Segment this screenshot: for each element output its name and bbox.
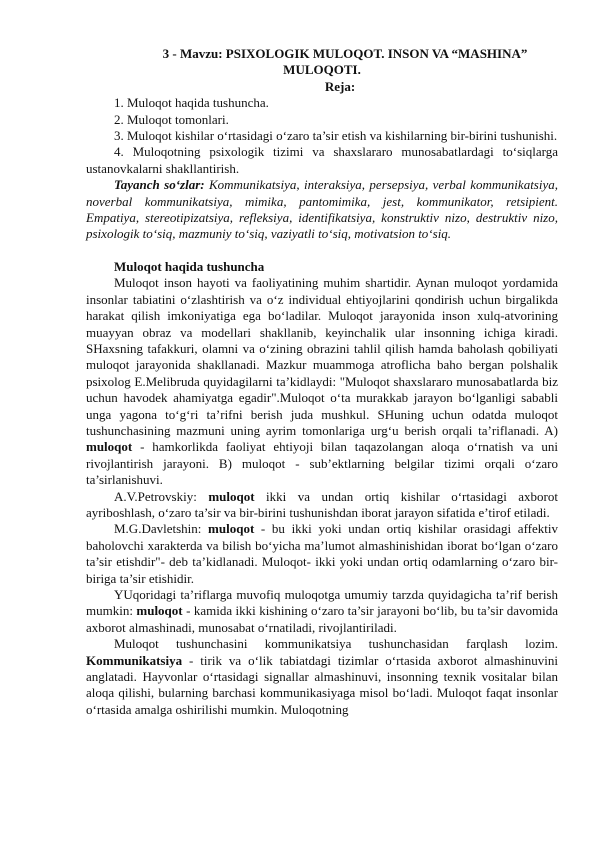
plan-item-4: 4. Muloqotning psixologik tizimi va shaxslararo munosabatlardagi to‘siqlarga ustanovkalarni shakllantirish.: [86, 144, 558, 176]
page-title: [86, 46, 558, 79]
p3-term: muloqot: [208, 521, 255, 537]
title-line-2: MULOQOTI.: [283, 62, 361, 78]
p5-term: Kommunikatsiya: [86, 652, 183, 668]
p1-text-b: - hamkorlikda faoliyat ehtiyoji bilan taqazolangan aloqa o‘rnatish va uni rivojlantirish jarayoni. B) muloqot - sub’ektlarning belgilar tizimi orqali o‘zaro ta’sirlanishuvi.: [86, 439, 558, 488]
body-paragraph-5: [86, 636, 558, 718]
p4-term: muloqot: [136, 603, 183, 619]
plan-item-3: 3. Muloqot kishilar o‘rtasidagi o‘zaro ta’sir etish va kishilarning bir-birini tushunishi.: [114, 128, 558, 144]
p2-text-a: A.V.Petrovskiy:: [114, 488, 209, 504]
body-paragraph-2: [86, 489, 558, 522]
p3-text-a: M.G.Davletshin:: [114, 521, 209, 537]
section-heading: Muloqot haqida tushuncha: [114, 258, 265, 274]
plan-item-2: 2. Muloqot tomonlari.: [114, 111, 229, 127]
keywords-label: Tayanch so‘zlar:: [114, 177, 205, 193]
body-paragraph-1: [86, 275, 558, 488]
body-paragraph-3: [86, 521, 558, 587]
p1-text-a: Muloqot inson hayoti va faoliyatining muhim shartidir. Aynan muloqot yordamida insonlar tabiatini o‘zlashtirish va o‘z individual ehtiyojlarini qondirish uchun birgalikda harakat qilish imkoniyatiga ega bo‘ladilar. Muloqot jarayonida inson xulq-atvorining muayyan obraz va modellari shakllanib, keyinchalik ular insonning ichiga kiradi. SHaxsning tafakkuri, olamni va o‘zining obrazini tahlil qilish hamda baholash qobiliyati muloqot jarayonida shakllanadi. Mazkur muammoga atroflicha baho bergan polshalik psixolog E.Melibruda quyidagilarni ta’kidlaydi: "Muloqot shaxslararo munosabatlarda biz uchun havodek ahamiyatga egadir".Muloqot o‘ta murakkab jarayon bo‘lganligi sababli unga yagona to‘g‘ri ta’rifni berish juda mushkul. SHuning uchun odatda muloqot tushunchasining mazmuni uning ayrim tomonlariga urg‘u berish orqali ta’riflanadi. A): [86, 275, 558, 438]
plan-item-1: 1. Muloqot haqida tushuncha.: [114, 95, 269, 111]
p4-text-a: YUqoridagi ta’riflarga muvofiq muloqotga umumiy tarzda quyidagicha ta’rif berish mumkin:: [86, 587, 558, 619]
p5-text-a: Muloqot tushunchasini kommunikatsiya tushunchasidan farqlash lozim.: [114, 636, 558, 652]
p1-term: muloqot: [86, 439, 133, 455]
p4-text-b: - kamida ikki kishining o‘zaro ta’sir jarayoni bo‘lib, bu ta’sir davomida axborot almashinadi, munosabat o‘rnatiladi, rivojlantiriladi.: [86, 603, 558, 635]
title-line-1: 3 - Mavzu: PSIXOLOGIK MULOQOT. INSON VA “MASHINA”: [162, 46, 528, 61]
p2-term: muloqot: [208, 488, 255, 504]
body-paragraph-4: [86, 587, 558, 636]
keywords-text: Kommunikatsiya, interaksiya, persepsiya, verbal kommunikatsiya, noverbal kommunikatsiya, mimika, pantomimika, jest, kommunikator, retsipient. Empatiya, stereotipizatsiya, refleksiya, identifikatsiya, konstruktiv nizo, destruktiv nizo, psixologik to‘siq, mazmuniy to‘siq, vaziyatli to‘siq, motivatsion to‘siq.: [86, 177, 558, 242]
plan-heading: Reja:: [324, 78, 356, 94]
keywords-paragraph: [86, 177, 558, 243]
p5-text-b: - tirik va o‘lik tabiatdagi tizimlar o‘rtasida axborot almashinuvini anglatadi. Hayvonlar o‘rtasidagi signallar almashinuvi, insonning texnik vositalar bilan aloqa qilishi, bularning barchasi kommunikasiyaga misol bo‘ladi. Muloqot faqat insonlar o‘rtasida amalga oshirilishi mumkin. Muloqotning: [86, 652, 558, 717]
p2-text-b: ikki va undan ortiq kishilar o‘rtasidagi axborot ayriboshlash, o‘zaro ta’sir va bir-birini tushunishdan iborat jarayon sifatida e’tirof etiladi.: [86, 488, 558, 520]
p3-text-b: - bu ikki yoki undan ortiq kishilar orasidagi affektiv baholovchi xarakterda va bilish bo‘yicha ma’lumot almashinishidan iborat bo‘lgan o‘zaro ta’sir etishdir"- deb ta’kidlanadi. Muloqot- ikki yoki undan ortiq odamlarning o‘zaro bir-biriga ta’sir etishidir.: [86, 521, 558, 586]
